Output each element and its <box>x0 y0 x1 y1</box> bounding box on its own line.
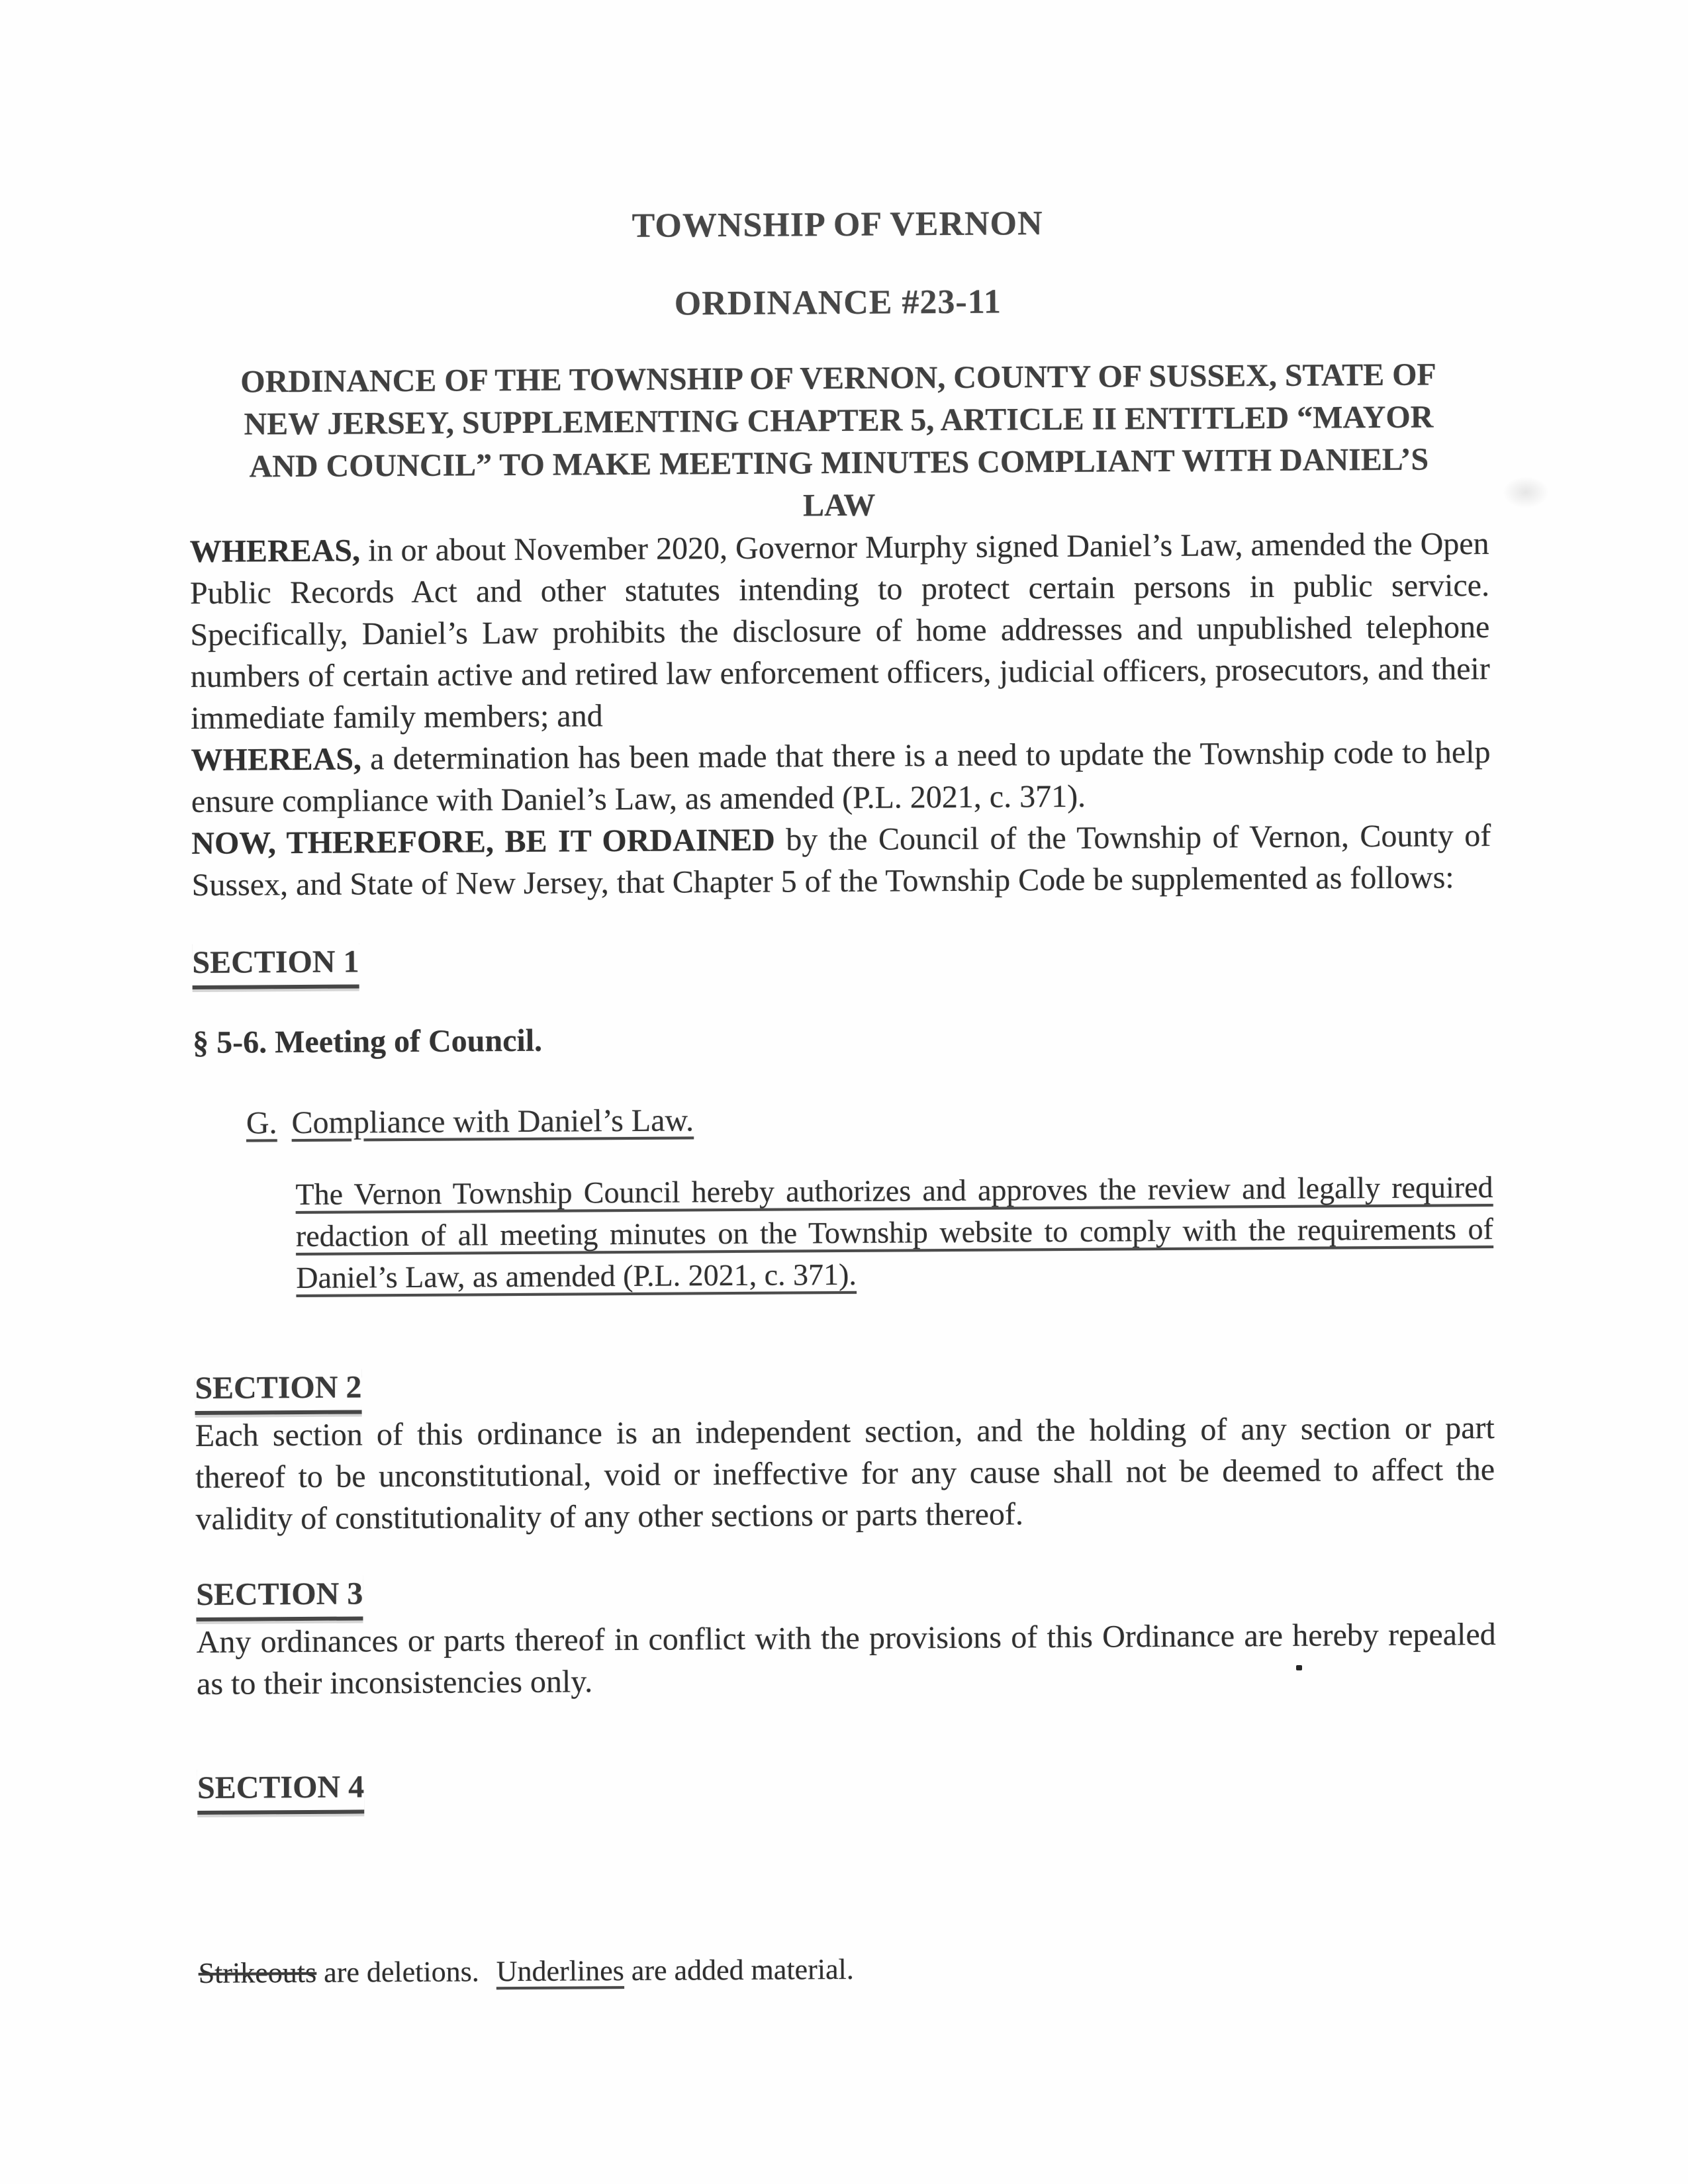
item-g-title: Compliance with Daniel’s Law. <box>291 1103 694 1141</box>
section-4-heading-text: SECTION 4 <box>197 1766 365 1815</box>
code-reference-5-6: § 5-6. Meeting of Council. <box>192 1023 543 1060</box>
recital-whereas-2 <box>191 731 1491 823</box>
recital-2-body: a determination has been made that there is a need to update the Township code to help ensure compliance with Daniel’s Law, as amended (P.L. 2021, c. 371). <box>191 735 1491 820</box>
scan-speck-artifact <box>1296 1665 1302 1670</box>
recital-whereas-1 <box>189 523 1490 739</box>
ordaining-clause <box>191 815 1491 906</box>
recital-2-lead: WHEREAS, <box>191 741 362 778</box>
ordaining-clause-body: by the Council of the Township of Vernon, County of Sussex, and State of New Jersey, that Chapter 5 of the Township Code be supplemented as follows: <box>191 818 1491 903</box>
recital-1-lead: WHEREAS, <box>189 533 361 570</box>
item-g-inserted-text: The Vernon Township Council hereby authorizes and approves the review and legally required redaction of all meeting minutes on the Township website to comply with the requirements of Daniel’s Law, as amended (P.L. 2021, c. 371). <box>295 1170 1494 1295</box>
legend-footnote <box>199 1946 1498 1993</box>
document-content <box>187 201 1497 1993</box>
ordaining-clause-lead: NOW, THEREFORE, BE IT ORDAINED <box>191 822 775 862</box>
legend-strikeout-text: are deletions. <box>324 1955 479 1989</box>
ordinance-number: ORDINANCE #23-11 <box>674 283 1002 323</box>
recital-1-body: in or about November 2020, Governor Murphy signed Daniel’s Law, amended the Open Public Records Act and other statutes intending to protect certain persons in public service. Specifically, Daniel’s Law prohibits the disclosure of home addresses and unpublished telephone numbers of certain active and retired law enforcement officers, judicial officers, prosecutors, and their immediate family members; and <box>189 526 1490 737</box>
legend-strikeout-term: Strikeouts <box>198 1956 317 1989</box>
section-3-text: Any ordinances or parts thereof in conflict with the provisions of this Ordinance are hereby repealed as to their inconsistencies only. <box>196 1616 1496 1702</box>
item-g-letter: G. <box>246 1105 277 1141</box>
section-1-heading-text: SECTION 1 <box>192 940 359 989</box>
ordinance-long-title: ORDINANCE OF THE TOWNSHIP OF VERNON, COUNTY OF SUSSEX, STATE OF NEW JERSEY, SUPPLEMENTING CHAPTER 5, ARTICLE II ENTITLED “MAYOR AND COUNCIL” TO MAKE MEETING MINUTES COMPLIANT WITH DANIEL’S LAW <box>240 357 1436 523</box>
section-2-heading-text: SECTION 2 <box>195 1366 362 1415</box>
legend-underline-text: are added material. <box>631 1952 854 1987</box>
section-3-heading <box>196 1566 1495 1621</box>
scan-smudge-artifact <box>1503 477 1549 508</box>
document-org-title: TOWNSHIP OF VERNON <box>632 205 1043 245</box>
item-g-heading <box>246 1095 1493 1144</box>
section-3-heading-text: SECTION 3 <box>196 1572 363 1621</box>
section-2-text: Each section of this ordinance is an independent section, and the holding of any section or part thereof to be unconstitutional, void or ineffective for any cause shall not be deemed to affect the validity of constitutionality of any other sections or parts thereof. <box>195 1410 1495 1537</box>
section-2-heading <box>195 1359 1494 1415</box>
section-4-heading <box>197 1759 1497 1815</box>
section-1-heading <box>192 934 1491 989</box>
legend-underline-term: Underlines <box>496 1954 624 1988</box>
